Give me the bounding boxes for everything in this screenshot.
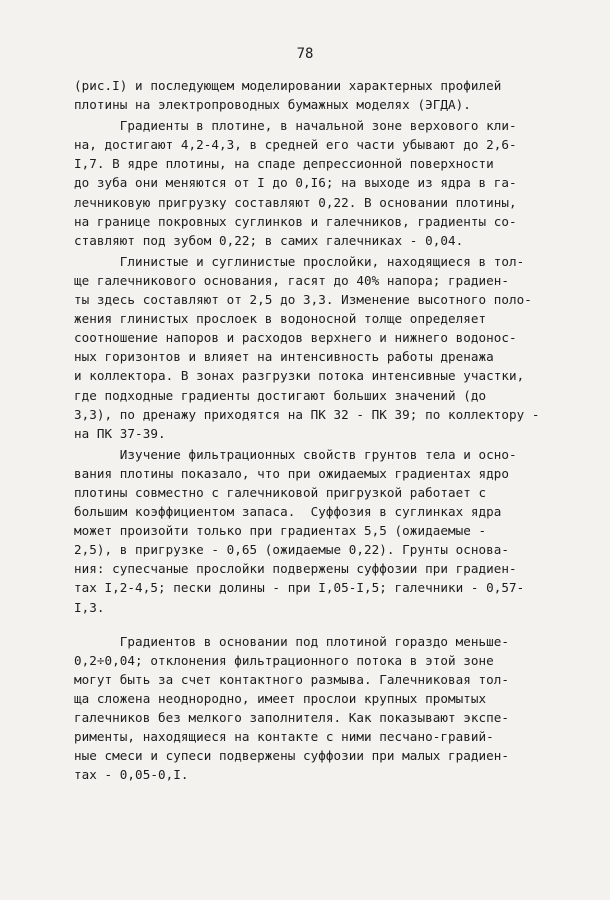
- text-line: 3,3), по дренажу приходятся на ПК 32 - ПК 39; по коллектору -: [74, 406, 540, 422]
- text-line: может произойти только при градиентах 5,5 (ожидаемые -: [74, 523, 487, 539]
- text-line: на границе покровных суглинков и галечников, градиенты со-: [74, 213, 517, 229]
- text-line: ных горизонтов и влияет на интенсивность работы дренажа: [74, 349, 494, 365]
- text-line: I,3.: [74, 599, 105, 615]
- text-line: ща сложена неоднородно, имеет прослои крупных промытых: [74, 690, 487, 706]
- page-number: 78: [296, 46, 314, 62]
- text-line: ные смеси и супеси подвержены суффозии при малых градиен-: [74, 748, 510, 764]
- text-line: 0,2÷0,04; отклонения фильтрационного потока в этой зоне: [74, 652, 494, 668]
- text-line: до зуба они меняются от I до 0,I6; на выходе из ядра в га-: [74, 175, 517, 191]
- text-line: ния: супесчаные прослойки подвержены суффозии при градиен-: [74, 561, 517, 577]
- text-line: ставляют под зубом 0,22; в самих галечниках - 0,04.: [74, 232, 464, 248]
- body-text: [74, 76, 554, 784]
- text-line: Градиентов в основании под плотиной гораздо меньше-: [74, 633, 510, 649]
- text-line: I,7. В ядре плотины, на спаде депрессионной поверхности: [74, 156, 494, 172]
- text-line: где подходные градиенты достигают больших значений (до: [74, 387, 487, 403]
- paragraph-spacer: [74, 617, 554, 632]
- text-line: вания плотины показало, что при ожидаемых градиентах ядро: [74, 465, 510, 481]
- text-line: плотины совместно с галечниковой пригрузкой работает с: [74, 484, 487, 500]
- text-line: могут быть за счет контактного размыва. Галечниковая тол-: [74, 671, 510, 687]
- text-line: на ПК 37-39.: [74, 425, 166, 441]
- text-line: 2,5), в пригрузке - 0,65 (ожидаемые 0,22). Грунты основа-: [74, 542, 510, 558]
- text-line: жения глинистых прослоек в водоносной толще определяет: [74, 311, 487, 327]
- text-line: ще галечникового основания, гасят до 40% напора; градиен-: [74, 272, 510, 288]
- text-line: тах - 0,05-0,I.: [74, 767, 189, 783]
- text-line: Градиенты в плотине, в начальной зоне верхового кли-: [74, 118, 517, 134]
- text-line: большим коэффициентом запаса. Суффозия в суглинках ядра: [74, 504, 502, 520]
- text-line: Глинистые и суглинистые прослойки, находящиеся в тол-: [74, 253, 525, 269]
- text-line: (рис.I) и последующем моделировании характерных профилей: [74, 78, 502, 93]
- text-line: и коллектора. В зонах разгрузки потока интенсивные участки,: [74, 368, 525, 384]
- text-line: тах I,2-4,5; пески долины - при I,05-I,5; галечники - 0,57-: [74, 580, 525, 596]
- text-line: на, достигают 4,2-4,3, в средней его части убывают до 2,6-: [74, 137, 517, 153]
- text-line: ты здесь составляют от 2,5 до 3,3. Изменение высотного поло-: [74, 292, 532, 308]
- text-line: лечниковую пригрузку составляют 0,22. В основании плотины,: [74, 194, 517, 210]
- text-line: галечников без мелкого заполнителя. Как показывают экспе-: [74, 710, 510, 725]
- text-line: рименты, находящиеся на контакте с ними песчано-гравий-: [74, 729, 494, 745]
- text-line: Изучение фильтрационных свойств грунтов тела и осно-: [74, 446, 517, 462]
- text-line: плотины на электропроводных бумажных моделях (ЭГДА).: [74, 97, 471, 113]
- text-line: соотношение напоров и расходов верхнего и нижнего водонос-: [74, 330, 517, 346]
